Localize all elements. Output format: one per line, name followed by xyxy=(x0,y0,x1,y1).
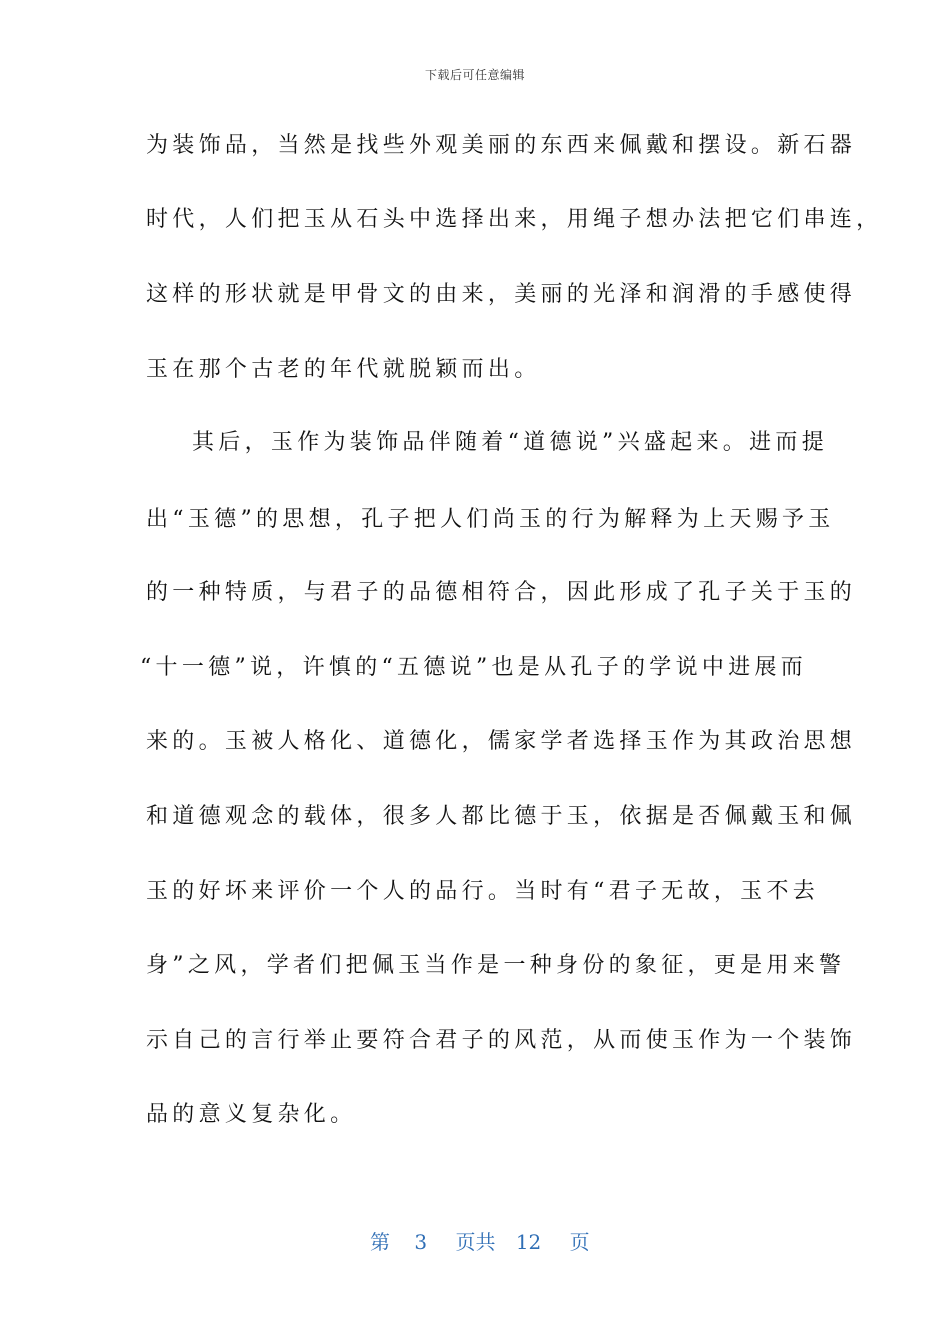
current-page-number: 3 xyxy=(414,1230,428,1254)
text-line: 为装饰品，当然是找些外观美丽的东西来佩戴和摆设。新石器 xyxy=(146,133,857,158)
text-line: 和道德观念的载体，很多人都比德于玉，依据是否佩戴玉和佩 xyxy=(146,804,857,829)
text-line: 的一种特质，与君子的品德相符合，因此形成了孔子关于玉的 xyxy=(146,580,857,605)
text-line: 时代，人们把玉从石头中选择出来，用绳子想办法把它们串连， xyxy=(146,207,883,232)
text-line: 玉的好坏来评价一个人的品行。当时有“君子无故，玉不去 xyxy=(146,879,820,904)
page-prefix: 第 xyxy=(370,1230,390,1254)
text-line: 身”之风，学者们把佩玉当作是一种身份的象征，更是用来警 xyxy=(146,953,846,978)
text-line: 来的。玉被人格化、道德化，儒家学者选择玉作为其政治思想 xyxy=(146,729,857,754)
text-line: 品的意义复杂化。 xyxy=(146,1102,357,1127)
text-line: 玉在那个古老的年代就脱颖而出。 xyxy=(146,357,541,382)
text-line: “十一德”说，许慎的“五德说”也是从孔子的学说中进展而 xyxy=(140,655,808,680)
page-number-footer xyxy=(370,1226,590,1255)
page-middle-text: 页共 xyxy=(455,1230,496,1254)
text-line: 这样的形状就是甲骨文的由来，美丽的光泽和润滑的手感使得 xyxy=(146,282,857,307)
header-note: 下载后可任意编辑 xyxy=(424,68,525,82)
total-pages-number: 12 xyxy=(515,1230,542,1254)
text-line: 其后，玉作为装饰品伴随着“道德说”兴盛起来。进而提 xyxy=(192,430,828,455)
text-line: 示自己的言行举止要符合君子的风范，从而使玉作为一个装饰 xyxy=(146,1028,857,1053)
page-suffix: 页 xyxy=(569,1230,590,1254)
text-line: 出“玉德”的思想，孔子把人们尚玉的行为解释为上天赐予玉 xyxy=(146,507,835,532)
